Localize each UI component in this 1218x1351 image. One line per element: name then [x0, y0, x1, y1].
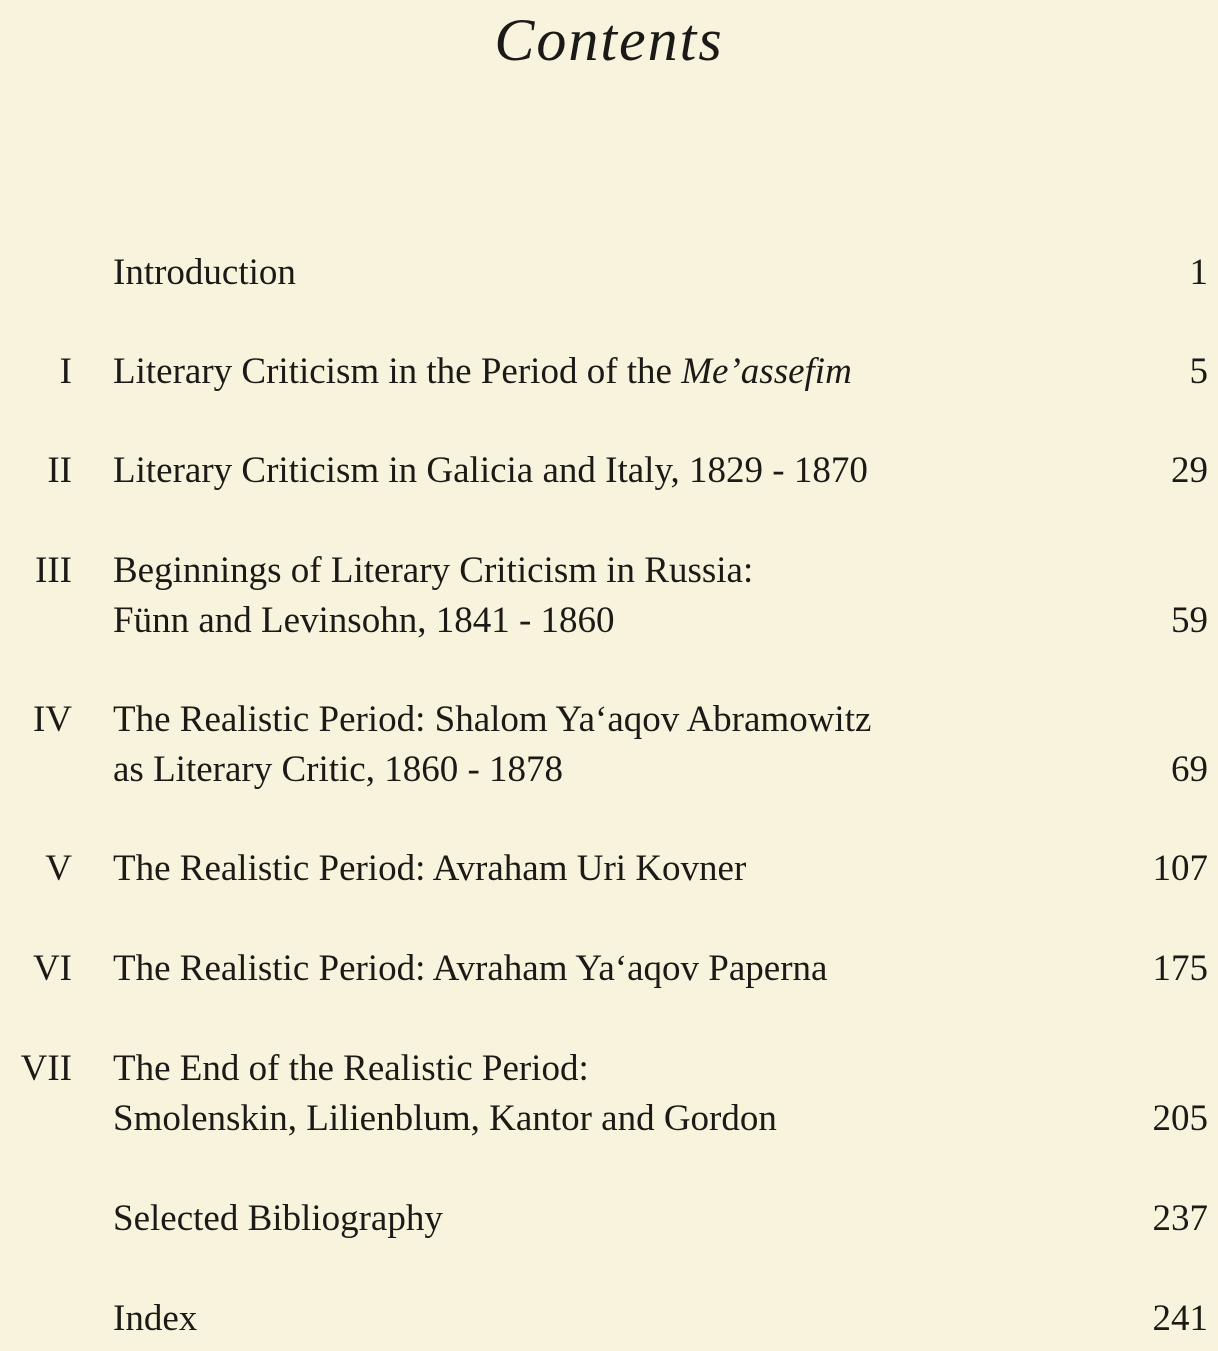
page-number: 1: [1189, 252, 1208, 293]
chapter-numeral: IV: [32, 699, 72, 740]
entry-title: The Realistic Period: Shalom Ya‘aqov Abramowitz: [113, 699, 872, 740]
entry-title: Selected Bibliography: [113, 1198, 443, 1239]
page-number: 205: [1152, 1098, 1208, 1139]
page-number: 237: [1152, 1198, 1208, 1239]
page-number: 59: [1171, 600, 1208, 641]
entry-title-continued: Fünn and Levinsohn, 1841 - 1860: [113, 600, 615, 641]
chapter-numeral: II: [47, 450, 72, 491]
page-title: Contents: [494, 7, 724, 73]
entry-title: Beginnings of Literary Criticism in Russia:: [113, 550, 754, 591]
entry-title-italic: Me’assefim: [681, 351, 852, 392]
entry-title: Literary Criticism in the Period of the: [113, 351, 682, 392]
chapter-numeral: III: [35, 550, 72, 591]
page-number: 29: [1171, 450, 1208, 491]
chapter-numeral: VI: [32, 948, 72, 989]
entry-title: The Realistic Period: Avraham Uri Kovner: [113, 848, 747, 889]
page-number: 5: [1189, 351, 1208, 392]
chapter-numeral: V: [45, 848, 72, 889]
page-number: 69: [1171, 749, 1208, 790]
page-number: 241: [1152, 1298, 1208, 1339]
page-number: 107: [1152, 848, 1208, 889]
entry-title-continued: Smolenskin, Lilienblum, Kantor and Gordon: [113, 1098, 777, 1139]
entry-title: Introduction: [113, 252, 296, 293]
entry-title: The End of the Realistic Period:: [113, 1048, 589, 1089]
entry-title: Literary Criticism in Galicia and Italy, 1829 - 1870: [113, 450, 868, 491]
chapter-numeral: VII: [20, 1048, 72, 1089]
entry-title-continued: as Literary Critic, 1860 - 1878: [113, 749, 564, 790]
chapter-numeral: I: [59, 351, 72, 392]
entry-title: Index: [113, 1298, 198, 1339]
entry-title: The Realistic Period: Avraham Ya‘aqov Paperna: [113, 948, 828, 989]
page-number: 175: [1152, 948, 1208, 989]
